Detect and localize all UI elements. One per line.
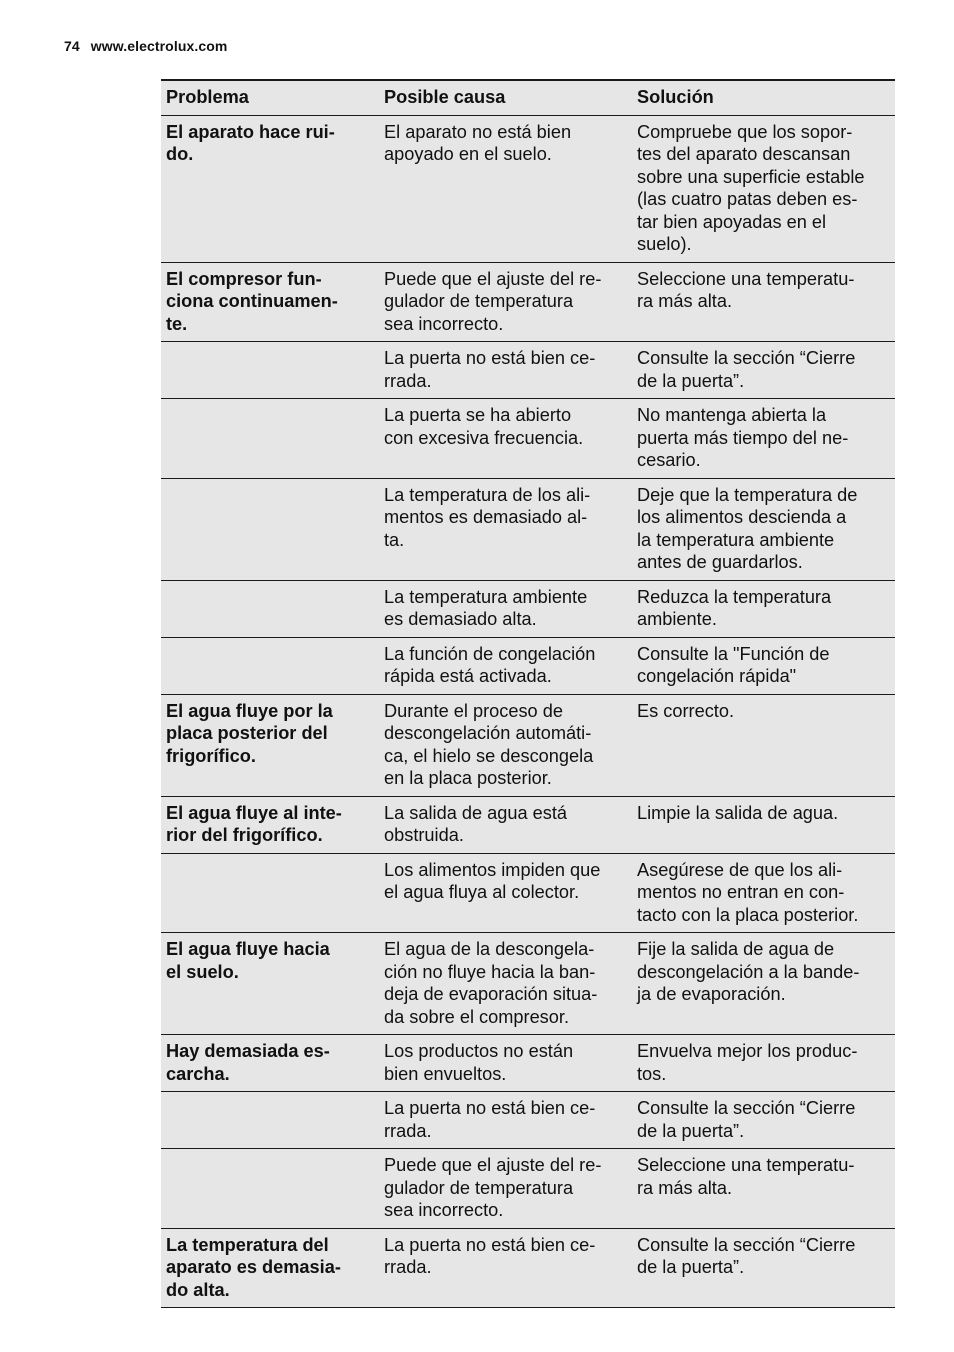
table-row [161, 262, 895, 342]
solution-cell-text: Seleccione una temperatu- ra más alta. [637, 1155, 855, 1198]
solution-cell [632, 399, 895, 479]
problem-cell-text: El agua fluye por la placa posterior del frigorífico. [166, 700, 333, 766]
cause-cell-text: La puerta no está bien ce- rrada. [384, 348, 596, 391]
solution-cell-text: No mantenga abierta la puerta más tiempo del ne- cesario. [637, 405, 849, 470]
solution-cell-text: Consulte la sección “Cierre de la puerta”. [637, 1234, 856, 1277]
problem-cell [161, 1228, 379, 1308]
solution-cell [632, 853, 895, 933]
cause-cell-text: El aparato no está bien apoyado en el suelo. [384, 121, 572, 164]
table-row [161, 1149, 895, 1229]
problem-cell [161, 796, 379, 853]
solution-cell [632, 1149, 895, 1229]
problem-cell-text: El agua fluye al inte- rior del frigorífico. [166, 802, 342, 845]
problem-cell [161, 580, 379, 637]
table-row [161, 933, 895, 1035]
table-row [161, 1228, 895, 1308]
cause-cell-text: El agua de la descongela- ción no fluye hacia la ban- deja de evaporación situa- da sobre el compresor. [384, 939, 598, 1027]
cause-cell-text: La puerta no está bien ce- rrada. [384, 1234, 596, 1277]
cause-cell [379, 933, 632, 1035]
cause-cell [379, 796, 632, 853]
cause-cell [379, 478, 632, 580]
cause-cell [379, 694, 632, 796]
table-body [161, 115, 895, 1308]
solution-cell-text: Limpie la salida de agua. [637, 802, 839, 823]
table-row [161, 853, 895, 933]
cause-cell [379, 1228, 632, 1308]
cause-cell [379, 342, 632, 399]
table-row [161, 694, 895, 796]
problem-cell-text: La temperatura del aparato es demasia- do alta. [166, 1234, 341, 1300]
table-header-row [161, 80, 895, 115]
problem-cell [161, 115, 379, 262]
solution-cell [632, 796, 895, 853]
cause-cell-text: Puede que el ajuste del re- gulador de temperatura sea incorrecto. [384, 1155, 602, 1220]
solution-cell [632, 637, 895, 694]
problem-cell [161, 637, 379, 694]
solution-cell [632, 1035, 895, 1092]
table-row [161, 399, 895, 479]
solution-cell-text: Seleccione una temperatu- ra más alta. [637, 268, 855, 311]
site-url: www.electrolux.com [90, 38, 228, 54]
problem-cell [161, 853, 379, 933]
problem-cell [161, 478, 379, 580]
solution-cell [632, 115, 895, 262]
table-row [161, 115, 895, 262]
solution-cell-text: Fije la salida de agua de descongelación a la bande- ja de evaporación. [637, 939, 860, 1004]
cause-cell-text: La función de congelación rápida está activada. [384, 643, 596, 686]
problem-cell-text: El compresor fun- ciona continuamen- te. [166, 268, 338, 334]
cause-cell [379, 637, 632, 694]
cause-cell [379, 262, 632, 342]
cause-cell-text: La puerta se ha abierto con excesiva frecuencia. [384, 405, 584, 448]
header-solution: Solución [637, 87, 714, 107]
solution-cell [632, 342, 895, 399]
table-row [161, 1092, 895, 1149]
solution-cell [632, 1228, 895, 1308]
table-row [161, 580, 895, 637]
solution-cell-text: Deje que la temperatura de los alimentos descienda a la temperatura ambiente antes de guardarlos. [637, 484, 858, 572]
solution-cell [632, 478, 895, 580]
problem-cell [161, 933, 379, 1035]
problem-cell [161, 262, 379, 342]
cause-cell-text: Los productos no están bien envueltos. [384, 1041, 574, 1084]
table-row [161, 796, 895, 853]
page-header [64, 38, 227, 54]
problem-cell [161, 399, 379, 479]
cause-cell [379, 399, 632, 479]
cause-cell-text: La puerta no está bien ce- rrada. [384, 1098, 596, 1141]
solution-cell-text: Consulte la "Función de congelación rápida" [637, 643, 830, 686]
cause-cell-text: Durante el proceso de descongelación automáti- ca, el hielo se descongela en la placa posterior. [384, 700, 594, 788]
cause-cell-text: La temperatura de los ali- mentos es demasiado al- ta. [384, 484, 591, 550]
problem-cell [161, 1035, 379, 1092]
cause-cell-text: Los alimentos impiden que el agua fluya al colector. [384, 859, 601, 902]
solution-cell-text: Es correcto. [637, 700, 735, 721]
solution-cell [632, 933, 895, 1035]
solution-cell-text: Consulte la sección “Cierre de la puerta”. [637, 348, 856, 391]
table-row [161, 478, 895, 580]
cause-cell-text: Puede que el ajuste del re- gulador de temperatura sea incorrecto. [384, 268, 602, 334]
cause-cell [379, 1092, 632, 1149]
header-problem: Problema [166, 87, 249, 107]
solution-cell-text: Reduzca la temperatura ambiente. [637, 586, 832, 629]
solution-cell-text: Asegúrese de que los ali- mentos no entran en con- tacto con la placa posterior. [637, 859, 859, 925]
solution-cell [632, 580, 895, 637]
cause-cell [379, 115, 632, 262]
problem-cell [161, 1149, 379, 1229]
problem-cell [161, 1092, 379, 1149]
table-row [161, 1035, 895, 1092]
solution-cell-text: Envuelva mejor los produc- tos. [637, 1041, 858, 1084]
problem-cell-text: Hay demasiada es- carcha. [166, 1041, 330, 1084]
cause-cell-text: La salida de agua está obstruida. [384, 802, 568, 845]
solution-cell-text: Compruebe que los sopor- tes del aparato descansan sobre una superficie estable (las cuatro patas deben es- tar bien apoyadas en el suelo). [637, 121, 865, 254]
problem-cell [161, 694, 379, 796]
cause-cell [379, 853, 632, 933]
problem-cell-text: El aparato hace rui- do. [166, 121, 335, 164]
table-row [161, 637, 895, 694]
troubleshooting-table [161, 79, 895, 1308]
page-number: 74 [64, 38, 80, 54]
solution-cell [632, 694, 895, 796]
solution-cell-text: Consulte la sección “Cierre de la puerta”. [637, 1098, 856, 1141]
cause-cell [379, 1149, 632, 1229]
solution-cell [632, 1092, 895, 1149]
table-row [161, 342, 895, 399]
header-cause: Posible causa [384, 87, 506, 107]
cause-cell-text: La temperatura ambiente es demasiado alta. [384, 586, 588, 629]
problem-cell-text: El agua fluye hacia el suelo. [166, 939, 330, 982]
problem-cell [161, 342, 379, 399]
solution-cell [632, 262, 895, 342]
cause-cell [379, 580, 632, 637]
cause-cell [379, 1035, 632, 1092]
